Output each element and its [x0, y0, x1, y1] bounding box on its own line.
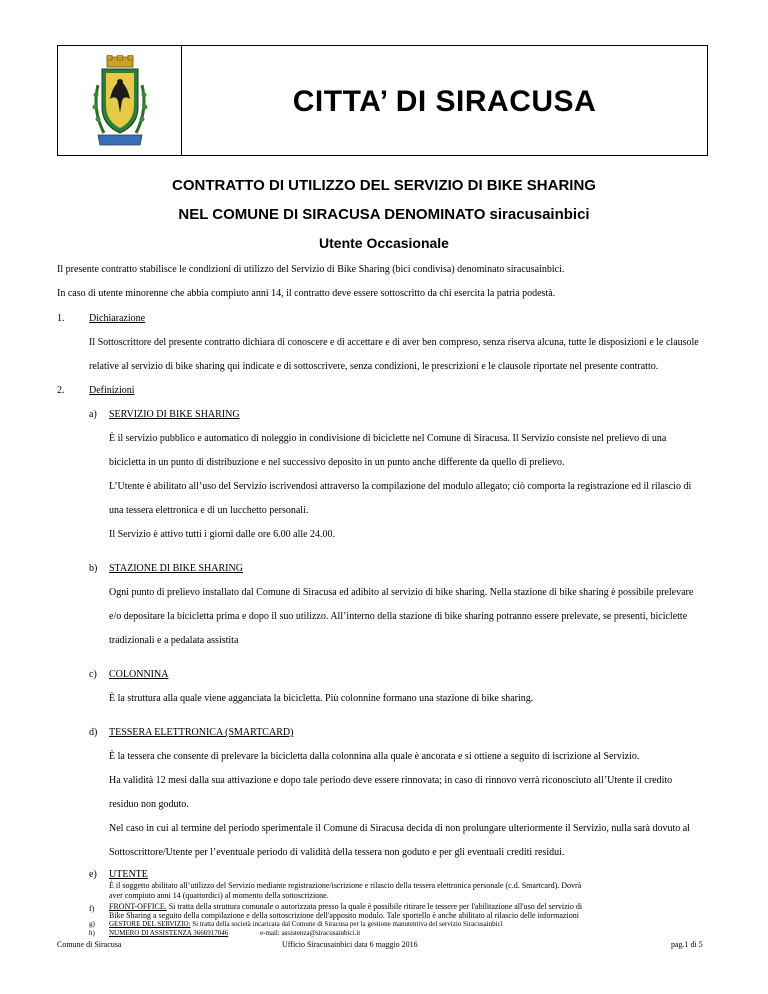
section-number: 1. [57, 313, 65, 324]
footer-left: Comune di Siracusa [57, 940, 122, 949]
definition-text [109, 920, 503, 928]
definition-heading-colonnina: COLONNINA [109, 669, 169, 680]
definition-text: una tessera elettronica e di un lucchetto personali. [109, 505, 309, 516]
definition-text: Nel caso in cui al termine del periodo sperimentale il Comune di Siracusa decida di non prolungare ulteriormente il Servizio, nulla sarà dovuto al [109, 823, 690, 834]
contract-title-line2: NEL COMUNE DI SIRACUSA DENOMINATO siracusainbici [178, 206, 590, 223]
definition-text: bicicletta in un punto di distribuzione e nel successivo deposito in un punto anche differente da quello di prelievo. [109, 457, 565, 468]
definition-text-inline: Si tratta della società incaricata dal Comune di Siracusa per la gestione manutentiva del servizio Siracusainbici [190, 920, 503, 928]
contract-title-line1: CONTRATTO DI UTILIZZO DEL SERVIZIO DI BIKE SHARING [172, 177, 596, 194]
intro-paragraph-1: Il presente contratto stabilisce le condizioni di utilizzo del Servizio di Bike Sharing (bici condivisa) denominato siracusainbici. [57, 264, 565, 275]
city-title: CITTA’ DI SIRACUSA [292, 84, 597, 118]
city-coat-of-arms-icon [90, 55, 150, 147]
definition-heading-gestore: GESTORE DEL SERVIZIO: [109, 920, 191, 928]
contract-subtitle: Utente Occasionale [319, 235, 449, 251]
item-label: g) [89, 920, 95, 928]
document-header [57, 45, 708, 156]
definition-text: Ha validità 12 mesi dalla sua attivazione e dopo tale periodo deve essere rinnovata; in caso di rinnovo verrà riconosciuto all’Utente il credito [109, 775, 673, 786]
footer-center: Ufficio Siracusainbici data 6 maggio 2016 [282, 940, 418, 949]
definition-heading-front-office: FRONT-OFFICE. [109, 902, 167, 911]
footer-page-number: pag.1 di 5 [671, 940, 703, 949]
definition-text: Il Servizio è attivo tutti i giorni dalle ore 6.00 alle 24.00. [109, 529, 336, 540]
item-label: d) [89, 727, 98, 738]
definition-text: aver compiuto anni 14 (quattordici) al momento della sottoscrizione. [109, 891, 329, 900]
section-number: 2. [57, 385, 65, 396]
definition-text: Sottoscrittore/Utente per l’eventuale periodo di validità della tessera non goduto e per gli eventuali crediti residui. [109, 847, 565, 858]
definition-text: È la struttura alla quale viene agganciata la bicicletta. Più colonnine formano una stazione di bike sharing. [109, 693, 534, 704]
section-heading-definizioni: Definizioni [89, 385, 135, 396]
item-label: a) [89, 409, 97, 420]
definition-heading-bike-sharing: SERVIZIO DI BIKE SHARING [109, 409, 240, 420]
section1-line1: Il Sottoscrittore del presente contratto dichiara di conoscere e di accettare e di aver ben compreso, senza riserva alcuna, tutte le disposizioni e le clausole [89, 337, 699, 348]
definition-text: Bike Sharing a seguito della compilazione e della sottoscrizione dell'apposito modulo. Tale sportello è anche abilitato al rilascio delle informazioni [109, 911, 579, 920]
item-label: e) [89, 869, 97, 880]
definition-heading-assistenza: NUMERO DI ASSISTENZA 3666917046 [109, 929, 229, 937]
definition-text: Ogni punto di prelievo installato dal Comune di Siracusa ed adibito al servizio di bike sharing. Nella stazione di bike sharing è possibile prelevare [109, 587, 694, 598]
definition-text: È il soggetto abilitato all’utilizzo del Servizio mediante registrazione/iscrizione e rilascio della tessera elettronica personale (c.d. Smartcard). Dovrà [109, 881, 582, 890]
definition-text: L’Utente è abilitato all’uso del Servizio iscrivendosi attraverso la compilazione del modulo allegato; ciò comporta la registrazione ed il rilascio di [109, 481, 692, 492]
definition-heading-tessera: TESSERA ELETTRONICA (SMARTCARD) [109, 727, 294, 738]
definition-heading-stazione: STAZIONE DI BIKE SHARING [109, 563, 243, 574]
definition-text: È il servizio pubblico e automatico di noleggio in condivisione di biciclette nel Comune di Siracusa. Il Servizio consiste nel prelievo di una [109, 433, 667, 444]
definition-text: tradizionali e a pedalata assistita [109, 635, 239, 646]
definition-text: e/o depositare la bicicletta prima e dopo il suo utilizzo. All’interno della stazione di bike sharing potranno essere prelevate, se presenti, biciclette [109, 611, 688, 622]
item-label: h) [89, 929, 95, 937]
definition-heading-utente: UTENTE [109, 869, 148, 880]
section-heading-dichiarazione: Dichiarazione [89, 313, 146, 324]
definition-text-inline: Si tratta della struttura comunale o autorizzata presso la quale è possibile ritirare le tessere per l'abilitazione all'uso del servizio di [166, 902, 583, 911]
definition-text: residuo non goduto. [109, 799, 189, 810]
definition-text: È la tessera che consente di prelevare la bicicletta dalla colonnina alla quale è ancorata e si ottiene a seguito di iscrizione al Servizio. [109, 751, 640, 762]
item-label: c) [89, 669, 97, 680]
email-contact[interactable]: e-mail: assistenza@siracusainbici.it [260, 929, 361, 937]
intro-paragraph-2: In caso di utente minorenne che abbia compiuto anni 14, il contratto deve essere sottoscritto da chi esercita la patria podestà. [57, 288, 556, 299]
item-label: b) [89, 563, 98, 574]
section1-line2: relative al servizio di bike sharing qui indicate e di sottoscrivere, senza condizioni, le prescrizioni e le clausole riportate nel presente contratto. [89, 361, 659, 372]
item-label: f) [89, 904, 95, 913]
definition-text [109, 902, 582, 911]
